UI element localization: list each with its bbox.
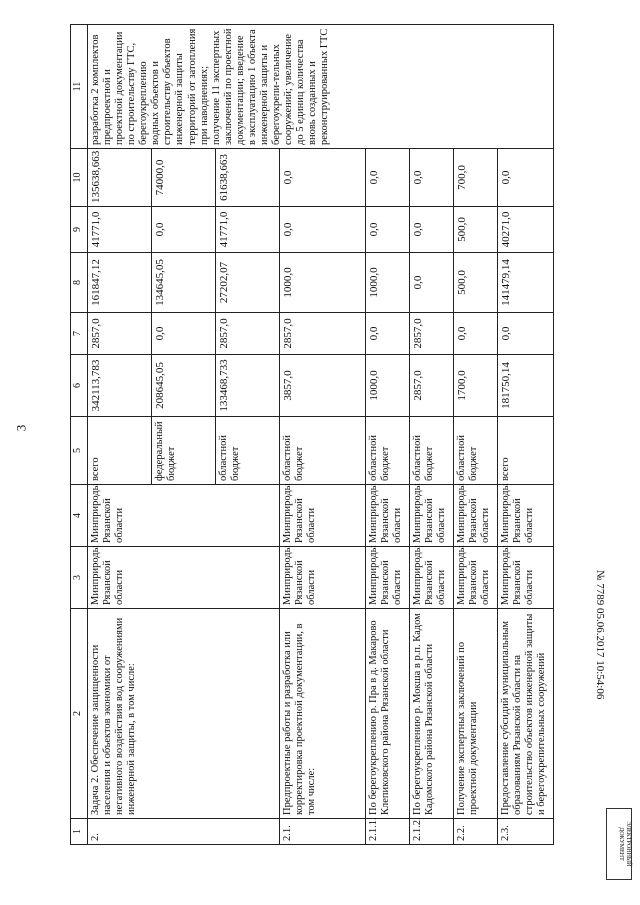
value-total: 3857,0: [280, 355, 366, 417]
measure-name: Получение экспертных заключений по проектной документации: [454, 609, 498, 819]
value-total: 2857,0: [410, 355, 454, 417]
executor: Минприроды Рязанской области: [498, 547, 554, 609]
value-total: 1700,0: [454, 355, 498, 417]
value-year-4: 0,0: [410, 149, 454, 207]
measure-name: По берегоукреплению р. Мокша в р.п. Кадом Кадомского района Рязанской области: [410, 609, 454, 819]
funding-source: областной бюджет: [410, 417, 454, 485]
header-cell-9: 9: [71, 207, 88, 253]
value-year-2: 0,0: [410, 253, 454, 313]
header-cell-11: 11: [71, 25, 88, 149]
value-year-1: 0,0: [152, 313, 216, 355]
row-number: 2.2.: [454, 819, 498, 845]
budget-table: [70, 25, 630, 845]
row-number: 2.1.2.: [410, 819, 454, 845]
header-cell-4: 4: [71, 485, 88, 547]
executor: Минприроды Рязанской области: [410, 547, 454, 609]
value-total: 1000,0: [366, 355, 410, 417]
header-cell-6: 6: [71, 355, 88, 417]
responsible: Минприроды Рязанской области: [366, 485, 410, 547]
executor: Минприроды Рязанской области: [88, 547, 280, 609]
funding-source: областной бюджет: [280, 417, 366, 485]
value-year-1: 0,0: [454, 313, 498, 355]
funding-source: всего: [88, 417, 152, 485]
electronic-stamp: [606, 808, 632, 880]
executor: Минприроды Рязанской области: [366, 547, 410, 609]
funding-source: федеральный бюджет: [152, 417, 216, 485]
value-year-2: 27202,07: [216, 253, 280, 313]
value-year-2: 134645,05: [152, 253, 216, 313]
value-year-4: 0,0: [366, 149, 410, 207]
value-year-3: 0,0: [280, 207, 366, 253]
value-year-4: 0,0: [280, 149, 366, 207]
responsible: Минприроды Рязанской области: [88, 485, 280, 547]
executor: Минприроды Рязанской области: [454, 547, 498, 609]
header-cell-10: 10: [71, 149, 88, 207]
value-year-4: 74000,0: [152, 149, 216, 207]
measure-name: Задача 2. Обеспечение защищенности населения и объектов экономики от негативного воздействия вод сооружениями инженерной защиты, в том числе:: [88, 609, 280, 819]
table-row: [88, 25, 152, 845]
header-cell-2: 2: [71, 609, 88, 819]
value-year-1: 2857,0: [216, 313, 280, 355]
value-year-3: 0,0: [152, 207, 216, 253]
header-cell-8: 8: [71, 253, 88, 313]
row-number: 2.1.: [280, 819, 366, 845]
row-number: 2.1.1.: [366, 819, 410, 845]
header-cell-3: 3: [71, 547, 88, 609]
executor: Минприроды Рязанской области: [280, 547, 366, 609]
responsible: Минприроды Рязанской области: [498, 485, 554, 547]
table-rotation-frame: [70, 25, 630, 845]
stamp-text: ЭЛЕКТРОННЫЙ ДОКУМЕНТ: [617, 821, 631, 867]
value-year-2: 161847,12: [88, 253, 152, 313]
header-row: [71, 25, 88, 845]
header-cell-5: 5: [71, 417, 88, 485]
row-number: 2.3.: [498, 819, 554, 845]
value-year-3: 41771,0: [216, 207, 280, 253]
value-total: 208645,05: [152, 355, 216, 417]
value-year-4: 700,0: [454, 149, 498, 207]
value-year-3: 41771,0: [88, 207, 152, 253]
measure-name: Предпроектные работы и разработка или корректировка проектной документации, в том числе:: [280, 609, 366, 819]
value-year-4: 0,0: [498, 149, 554, 207]
responsible: Минприроды Рязанской области: [410, 485, 454, 547]
measure-name: По берегоукреплению р. Пра в д. Макарово Клепиковского района Рязанской области: [366, 609, 410, 819]
value-year-3: 40271,0: [498, 207, 554, 253]
value-year-3: 0,0: [366, 207, 410, 253]
header-cell-1: 1: [71, 819, 88, 845]
value-total: 181750,14: [498, 355, 554, 417]
value-total: 133468,733: [216, 355, 280, 417]
page-number: 3: [13, 424, 29, 432]
value-year-4: 135638,663: [88, 149, 152, 207]
value-year-2: 500,0: [454, 253, 498, 313]
value-year-3: 500,0: [454, 207, 498, 253]
value-year-1: 0,0: [366, 313, 410, 355]
funding-source: областной бюджет: [216, 417, 280, 485]
funding-source: всего: [498, 417, 554, 485]
value-year-2: 1000,0: [366, 253, 410, 313]
funding-source: областной бюджет: [366, 417, 410, 485]
value-year-3: 0,0: [410, 207, 454, 253]
responsible: Минприроды Рязанской области: [454, 485, 498, 547]
registration-footer: № 7789 05.06.2017 10:54:06: [594, 570, 606, 700]
value-year-1: 2857,0: [410, 313, 454, 355]
value-year-1: 0,0: [498, 313, 554, 355]
expected-result: разработка 2 комплектов предпроектной и проектной документации по строительству ГТС, берегоукреплению водных объектов и строительству объектов инженерной защиты территорий от затопления при наводнениях; получение 11 экспертных заключений по проектной документации; введение в эксплуатацию 1 объекта инженерной защиты и берегоукрепи-тельных сооружений; увеличение до 5 единиц количества вновь созданных и реконструированных ГТС: [88, 25, 554, 149]
funding-source: областной бюджет: [454, 417, 498, 485]
row-number: 2.: [88, 819, 280, 845]
value-year-4: 61638,663: [216, 149, 280, 207]
value-year-1: 2857,0: [88, 313, 152, 355]
measure-name: Предоставление субсидий муниципальным образованиям Рязанской области на строительство объектов инженерной защиты и берегоукрепительных сооружений: [498, 609, 554, 819]
value-year-2: 141479,14: [498, 253, 554, 313]
value-year-2: 1000,0: [280, 253, 366, 313]
responsible: Минприроды Рязанской области: [280, 485, 366, 547]
header-cell-7: 7: [71, 313, 88, 355]
value-year-1: 2857,0: [280, 313, 366, 355]
value-total: 342113,783: [88, 355, 152, 417]
